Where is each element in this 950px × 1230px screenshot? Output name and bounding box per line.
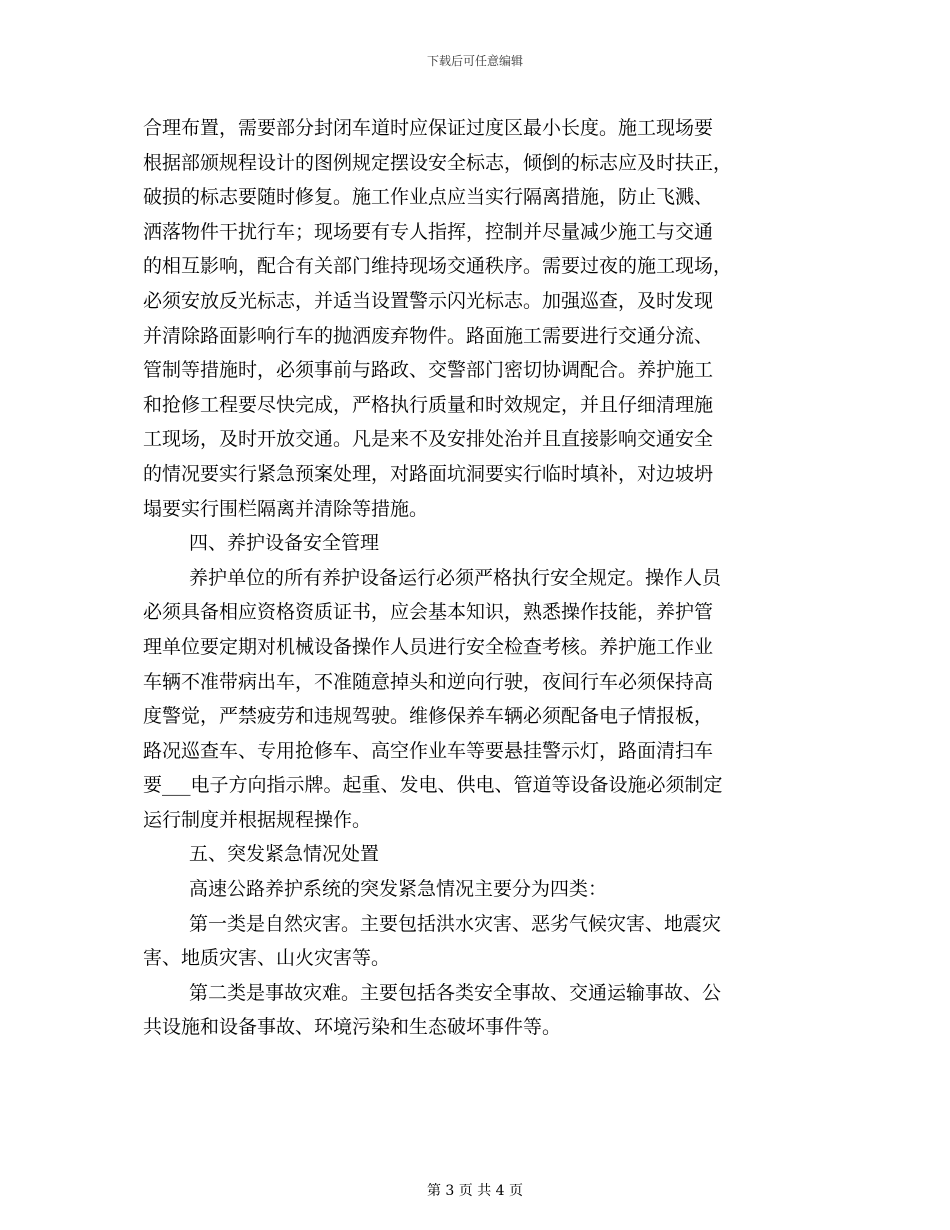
text-line: 车辆不准带病出车，不准随意掉头和逆向行驶，夜间行车必须保持高 [143,670,714,693]
text-line: 根据部颁规程设计的图例规定摆设安全标志，倾倒的标志应及时扶正， [143,151,733,174]
text-line: 洒落物件干扰行车；现场要有专人指挥，控制并尽量减少施工与交通 [143,220,714,243]
text-line: 度警觉，严禁疲劳和违规驾驶。维修保养车辆必须配备电子情报板， [143,705,714,728]
text-line: 的情况要实行紧急预案处理，对路面坑洞要实行临时填补，对边坡坍 [143,462,714,485]
text-line: 害、地质灾害、山火灾害等。 [143,947,391,970]
text-line: 路况巡查车、专用抢修车、高空作业车等要悬挂警示灯，路面清扫车 [143,739,714,762]
text-line: 理单位要定期对机械设备操作人员进行安全检查考核。养护施工作业 [143,635,714,658]
text-line: 必须安放反光标志，并适当设置警示闪光标志。加强巡查，及时发现 [143,289,714,312]
text-line: 第一类是自然灾害。主要包括洪水灾害、恶劣气候灾害、地震灾 [189,912,722,935]
page-header: 下载后可任意编辑 [426,54,523,68]
text-line: 运行制度并根据规程操作。 [143,808,372,831]
text-line: 破损的标志要随时修复。施工作业点应当实行隔离措施，防止飞溅、 [143,186,714,209]
page-footer: 第 3 页 共 4 页 [426,1183,524,1199]
text-line: 的相互影响，配合有关部门维持现场交通秩序。需要过夜的施工现场， [143,255,733,278]
text-line: 必须具备相应资格资质证书，应会基本知识，熟悉操作技能，养护管 [143,601,714,624]
text-line: 管制等措施时，必须事前与路政、交警部门密切协调配合。养护施工 [143,359,714,382]
text-line: 合理布置，需要部分封闭车道时应保证过度区最小长度。施工现场要 [143,117,714,139]
text-line: 和抢修工程要尽快完成，严格执行质量和时效规定，并且仔细清理施 [143,393,714,416]
text-line: 养护单位的所有养护设备运行必须严格执行安全规定。操作人员 [189,566,722,589]
document-body [143,111,813,1045]
text-line: 并清除路面影响行车的抛洒废弃物件。路面施工需要进行交通分流、 [143,324,714,347]
text-line: 四、养护设备安全管理 [189,532,380,555]
text-line: 要___电子方向指示牌。起重、发电、供电、管道等设备设施必须制定 [143,774,723,797]
text-line: 工现场，及时开放交通。凡是来不及安排处治并且直接影响交通安全 [143,428,714,451]
text-line: 高速公路养护系统的突发紧急情况主要分为四类： [189,878,608,901]
text-line: 五、突发紧急情况处置 [189,843,380,866]
text-line: 共设施和设备事故、环境污染和生态破坏事件等。 [143,1016,562,1039]
text-line: 塌要实行围栏隔离并清除等措施。 [143,497,429,520]
text-line: 第二类是事故灾难。主要包括各类安全事故、交通运输事故、公 [189,981,722,1004]
